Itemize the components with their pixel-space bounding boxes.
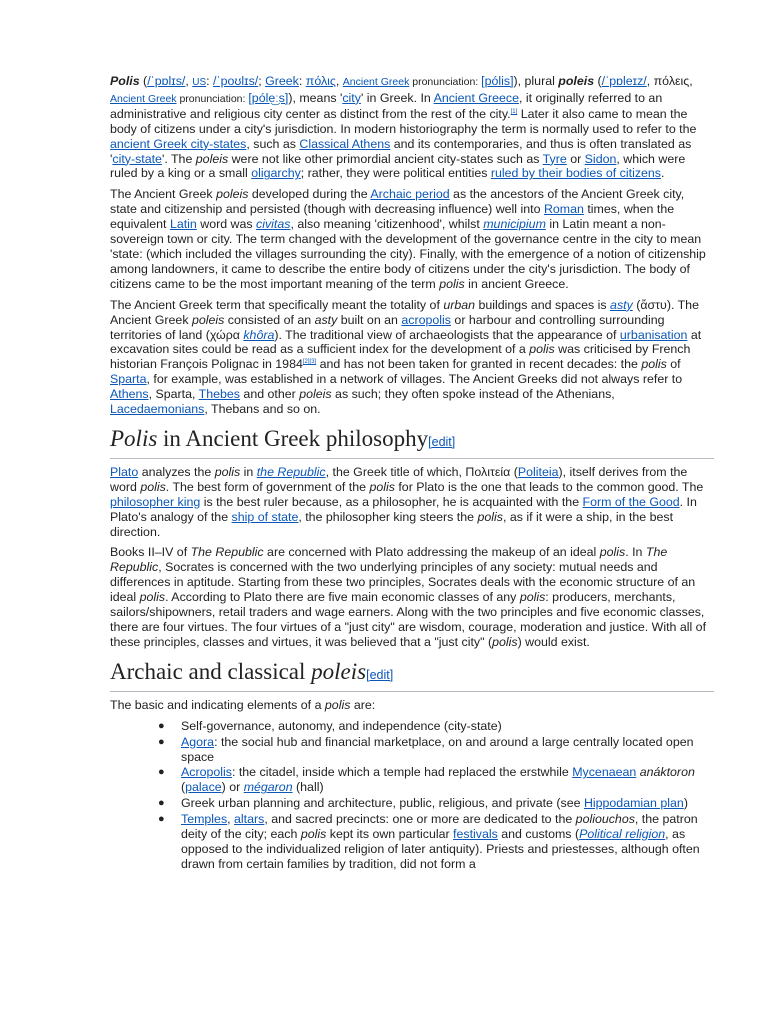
means-text: , means ': [292, 90, 343, 105]
p2-polis: polis: [439, 276, 465, 291]
ph2-republic-2: The Republic: [110, 545, 668, 575]
intro-text-7: ; rather, they were political entities: [300, 166, 491, 181]
temples-link[interactable]: Temples: [181, 812, 228, 827]
acropolis-link[interactable]: acropolis: [401, 312, 451, 327]
li5-text-e: , as opposed to the individualized religion of later antiquity). Priests and priestesses, although often drawn from certain families by tradition, did not form a: [181, 827, 700, 871]
sidon-link[interactable]: Sidon: [584, 151, 617, 166]
festivals-link[interactable]: festivals: [453, 827, 498, 842]
li5-text-d: and customs (: [497, 827, 580, 842]
li1-text: Self-governance, autonomy, and independence (city-state): [181, 718, 502, 733]
p3-text-e: built on an: [337, 312, 402, 327]
political-religion-link[interactable]: [579, 827, 665, 841]
p2-text-g: in Latin meant a non-sovereign town or city. The term changed with the development of the governance centre in the city to mean 'state: (which included the villages surrounding the city). Finally, with the emergence of a notion of citizenship among landowners, it came to describe the entire body of citizens under the city's jurisdiction. The body of citizens came to be the most important meaning of the term: [110, 217, 706, 291]
civitas-text: civitas: [256, 217, 291, 232]
greek-word-link[interactable]: πόλις: [305, 74, 336, 88]
ph1-text-g: is the best ruler because, as a philosopher, he is acquainted with the: [200, 494, 583, 509]
archaic-period-link[interactable]: Archaic period: [370, 187, 450, 202]
p3-urban: urban: [443, 297, 476, 312]
philosophy-heading-text: in Ancient Greek philosophy: [157, 425, 429, 451]
ph1-text-c: , the Greek title of which, Πολιτεία (: [325, 464, 518, 479]
archaic-heading: [110, 658, 714, 692]
archaic-intro-text-a: The basic and indicating elements of a: [110, 697, 325, 712]
ph1-text-f: for Plato is the one that leads to the common good. The: [394, 479, 704, 494]
altars-link[interactable]: altars: [234, 812, 265, 827]
ancient-greek-link-1[interactable]: Ancient Greek: [342, 76, 410, 88]
sparta-link[interactable]: Sparta: [110, 372, 147, 387]
ipa-link-2[interactable]: /ˈpoʊlɪs/: [213, 74, 259, 88]
intro-paragraph-2: [110, 187, 714, 291]
p3-text-h: at excavation sites could be read as a sufficient index for the development of a: [110, 327, 702, 357]
in-greek-text: ' in Greek. In: [360, 90, 434, 105]
philosophy-paragraph-1: [110, 465, 714, 540]
li5-comma: ,: [227, 812, 235, 827]
p3-text-f: or harbour and controlling surrounding territories of land (χώρα: [110, 312, 665, 342]
archaic-intro: [110, 698, 714, 713]
greek-plural: πόλεις: [653, 74, 690, 88]
pron-text-1: pronunciation:: [409, 76, 482, 88]
ph1-text-i: , the philosopher king steers the: [298, 509, 478, 524]
ph2-text-f: : producers, merchants, sailors/shipowners, retail traders and wage earners. Along with the two principles and five economic classes, there are four virtues. The four virtues of a "just city" are wisdom, courage, moderation and justice. With all of these principles, classes and virtues, it was believed that a "just city" (: [110, 590, 707, 649]
philosopher-king-link[interactable]: philosopher king: [110, 494, 201, 509]
ph2-text-a: Books II–IV of: [110, 545, 191, 560]
urbanisation-link[interactable]: urbanisation: [619, 327, 688, 342]
ancient-greek-link-2[interactable]: Ancient Greek: [110, 92, 177, 105]
edit-archaic-section-link[interactable]: [edit]: [366, 667, 394, 682]
ph2-text-g: ) would exist.: [517, 634, 590, 649]
palace-link[interactable]: palace: [185, 780, 222, 795]
p3-text-m: , Sparta,: [148, 387, 199, 402]
lacedaemonians-link[interactable]: Lacedaemonians: [110, 402, 205, 417]
pron-text-2: pronunciation:: [176, 92, 249, 105]
p3-text-n: and other: [239, 387, 300, 402]
ph1-text-a: analyzes the: [138, 464, 215, 479]
ph2-text-b: are concerned with Plato addressing the makeup of an ideal: [263, 545, 600, 560]
p2-text-a: The Ancient Greek: [110, 187, 217, 202]
ph2-polis-4: polis: [492, 634, 518, 649]
li3-text-b: (: [181, 780, 186, 795]
ph2-text-c: . In: [625, 545, 646, 560]
ship-of-state-link[interactable]: ship of state: [231, 509, 299, 524]
megaron-link[interactable]: [244, 780, 293, 794]
term-poleis-2: poleis: [195, 151, 229, 166]
ph2-text-e: . According to Plato there are five main economic classes of any: [165, 590, 520, 605]
municipium-link[interactable]: [483, 217, 546, 231]
p3-text-c: (ἄστυ). The Ancient Greek: [110, 297, 699, 327]
oligarchy-link[interactable]: oligarchy: [251, 166, 301, 181]
political-religion-text: Political religion: [579, 827, 666, 842]
tyre-link[interactable]: Tyre: [542, 151, 567, 166]
polis-elements-list: [110, 719, 714, 872]
p3-text-d: consisted of an: [224, 312, 315, 327]
li5-text-b: , the patron deity of the city; each: [181, 812, 698, 842]
p2-text-h: in ancient Greece.: [464, 276, 569, 291]
p3-text-j: and has not been taken for granted in recent decades: the: [316, 357, 642, 372]
p3-polis: polis: [529, 342, 555, 357]
ph1-polis-4: polis: [477, 509, 503, 524]
asty-link[interactable]: [610, 298, 633, 312]
municipium-text: municipium: [483, 217, 546, 232]
the-republic-text: the Republic: [256, 464, 326, 479]
city-state-link[interactable]: city-state: [112, 151, 162, 166]
such-as-text: , such as: [246, 136, 300, 151]
list-item: [158, 812, 714, 872]
ancient-greece-link[interactable]: Ancient Greece: [433, 90, 519, 105]
asty-link-text: asty: [610, 297, 633, 312]
p3-poleis-2: poleis: [299, 387, 332, 402]
p3-text-b: buildings and spaces is: [475, 297, 611, 312]
li3-text-a: : the citadel, inside which a temple had replaced the erstwhile: [231, 765, 573, 780]
mycenaean-link[interactable]: Mycenaean: [572, 765, 637, 780]
ph1-text-d: ), itself derives from the word: [110, 464, 688, 494]
li5-polis: polis: [300, 827, 327, 842]
list-item: [158, 718, 714, 734]
p3-asty: asty: [314, 312, 338, 327]
list-item: [158, 796, 714, 811]
us-link[interactable]: US: [192, 77, 207, 88]
list-item: [158, 765, 714, 795]
roman-link[interactable]: Roman: [543, 202, 584, 217]
hippodamian-plan-link[interactable]: Hippodamian plan: [583, 796, 684, 811]
politeia-link[interactable]: Politeia: [517, 464, 559, 479]
or-text: or: [566, 151, 585, 166]
khora-text: khôra: [243, 327, 275, 342]
term-poleis: poleis: [558, 74, 595, 88]
p3-text-a: The Ancient Greek term that specifically meant the totality of: [110, 297, 444, 312]
article-content: [110, 74, 714, 873]
ph1-polis-2: polis: [140, 479, 166, 494]
li3-text-c: ) or: [221, 780, 244, 795]
poliouchos-text: poliouchos: [575, 812, 635, 827]
bullet-icon: ●: [158, 797, 165, 810]
ph1-polis: polis: [214, 464, 241, 479]
ph1-text-e: . The best form of government of the: [165, 479, 370, 494]
acropolis-list-link[interactable]: Acropolis: [181, 765, 232, 780]
philosophy-heading-em: Polis: [110, 425, 158, 451]
intro-text-end: .: [661, 166, 665, 181]
city-link[interactable]: city: [342, 90, 361, 105]
city-states-link[interactable]: ancient Greek city-states: [110, 136, 247, 151]
p2-text-f: , also meaning 'citizenhood', whilst: [290, 217, 484, 232]
ipa-link-1[interactable]: /ˈpɒlɪs/: [147, 74, 186, 88]
intro-text-4: '. The: [161, 151, 196, 166]
ruled-by-citizens-link[interactable]: ruled by their bodies of citizens: [490, 166, 661, 181]
li4-text-a: Greek urban planning and architecture, public, religious, and private (see: [181, 796, 584, 811]
bullet-icon: ●: [158, 735, 165, 748]
li2-text: : the social hub and financial marketplace, on and around a large centrally located open space: [181, 734, 694, 764]
p2-poleis: poleis: [216, 187, 249, 202]
li4-text-b: ): [683, 796, 688, 811]
p3-text-i: was criticised by French historian François Polignac in 1984: [110, 342, 691, 372]
thebes-link[interactable]: Thebes: [198, 387, 240, 402]
archaic-intro-text-b: are:: [350, 697, 376, 712]
plato-link[interactable]: Plato: [110, 464, 139, 479]
ph2-text-d: , Socrates is concerned with the two underlying principles of any society: mutual needs and differences in aptitude. Starting from these two principles, Socrates deals with the economic structure of an ideal: [110, 560, 696, 605]
archaic-heading-em: poleis: [311, 658, 367, 684]
archaic-intro-polis: polis: [324, 697, 351, 712]
megaron-text: mégaron: [243, 780, 293, 795]
bullet-icon: ●: [158, 719, 165, 732]
the-republic-link[interactable]: [257, 465, 326, 479]
p3-text-k: of: [666, 357, 681, 372]
reference-1-link[interactable]: [1]: [510, 108, 518, 115]
intro-text-5: were not like other primordial ancient city-states such as: [228, 151, 543, 166]
bullet-icon: ●: [158, 766, 165, 779]
ph1-text-h: . In Plato's analogy of the: [110, 494, 697, 524]
li5-text-a: , and sacred precincts: one or more are dedicated to the: [264, 812, 576, 827]
greek-language-link[interactable]: Greek: [265, 74, 299, 88]
term-polis: Polis: [110, 74, 140, 88]
ph2-republic: The Republic: [190, 545, 264, 560]
pronunciation-link-2[interactable]: [póle͜ːs]: [248, 90, 289, 105]
ipa-link-3[interactable]: /ˈpɒleɪz/: [601, 74, 647, 88]
intro-text-2: Later it also came to mean the body of citizens under a city's jurisdiction. In modern historiography the term is normally used to refer to the: [110, 106, 697, 136]
civitas-link[interactable]: [256, 217, 290, 231]
p2-text-c: as the ancestors of the Ancient Greek city, state and citizenship and persisted (though with decreasing influence) well into: [110, 187, 685, 217]
edit-philosophy-section-link[interactable]: [edit]: [428, 434, 456, 449]
p3-text-p: , Thebans and so on.: [204, 402, 321, 417]
latin-link[interactable]: Latin: [169, 217, 197, 232]
list-item: [158, 734, 714, 765]
athens-link[interactable]: Athens: [110, 387, 149, 402]
archaic-heading-text: Archaic and classical: [110, 658, 312, 684]
p2-text-b: developed during the: [248, 187, 371, 202]
classical-athens-link[interactable]: Classical Athens: [299, 136, 391, 151]
ph1-polis-3: polis: [369, 479, 395, 494]
bullet-icon: ●: [158, 813, 165, 826]
ph2-polis-3: polis: [519, 590, 546, 605]
p3-text-g: ). The traditional view of archaeologists that the appearance of: [274, 327, 620, 342]
pronunciation-link-1[interactable]: [pólis]: [481, 74, 514, 88]
intro-paragraph-3: [110, 298, 714, 417]
ph1-text-j: , as if it were a ship, in the best direction.: [110, 509, 674, 539]
intro-text-1: , it originally referred to an administrative and religious city center as distinct from the rest of the city.: [110, 90, 663, 121]
ph2-polis-2: polis: [139, 590, 166, 605]
reference-2-3-link[interactable]: [2][3]: [302, 359, 317, 366]
li5-text-c: kept its own particular: [326, 827, 454, 842]
anaktoron-text: anáktoron: [639, 765, 695, 780]
khora-link[interactable]: [243, 328, 274, 342]
philosophy-heading: [110, 425, 714, 459]
p3-poleis: poleis: [191, 312, 225, 327]
ph1-text-b: in: [240, 464, 257, 479]
p3-text-o: as such; they often spoke instead of the Athenians,: [331, 387, 615, 402]
ph2-polis: polis: [599, 545, 626, 560]
p3-text-l: , for example, was established in a network of villages. The Ancient Greeks did not always refer to: [146, 372, 683, 387]
p2-text-d: times, when the equivalent: [110, 202, 675, 232]
form-of-the-good-link[interactable]: Form of the Good: [582, 494, 680, 509]
agora-link[interactable]: Agora: [181, 734, 215, 749]
intro-text-6: , which were ruled by a king or a small: [110, 151, 686, 181]
philosophy-paragraph-2: [110, 545, 714, 649]
intro-paragraph-1: Polis (/ˈpɒlɪs/, US: /ˈpoʊlɪs/; Greek: πόλις, Ancient Greek pronunciation: [pólis]), plural poleis (/ˈpɒleɪz/, πόλεις, Ancient Greek pronunciation: [póle͜ːs]), means 'city' in Greek. In Ancient Greece, it originally referred to an administrative and religious city center as distinct from the rest of the city.[1] Later it also came to mean the body of citizens under a city's jurisdiction. In modern historiography the term is normally used to refer to the ancient Greek city-states, such as Classical Athens and its contemporaries, and thus is often translated as 'city-state'. The poleis were not like other primordial ancient city-states such as Tyre or Sidon, which were ruled by a king or a small oligarchy; rather, they were political entities ruled by their bodies of citizens.: [110, 74, 697, 181]
plural-label: plural: [524, 74, 559, 88]
intro-text-3: and its contemporaries, and thus is often translated as ': [110, 136, 692, 166]
p3-polis-2: polis: [641, 357, 667, 372]
li3-text-d: (hall): [292, 780, 324, 795]
p2-text-e: word was: [196, 217, 257, 232]
